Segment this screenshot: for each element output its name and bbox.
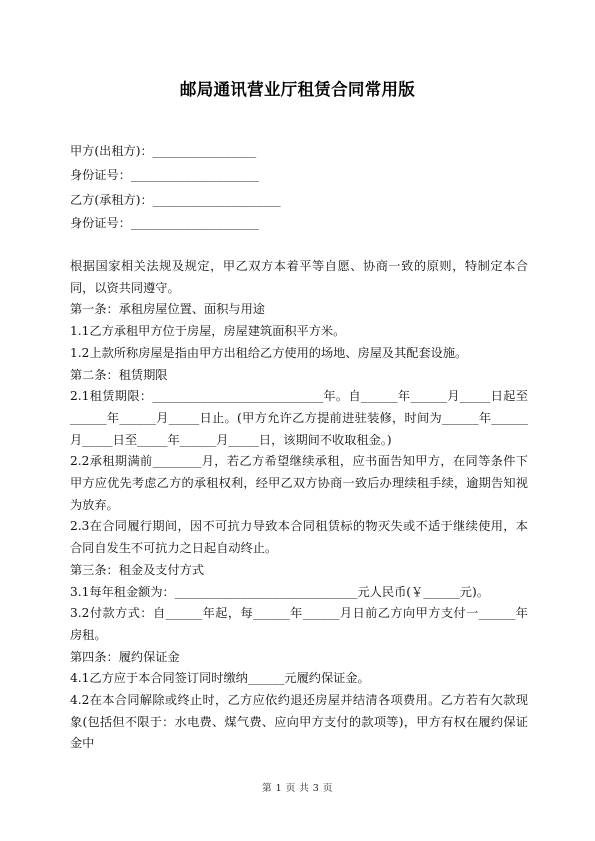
article-4-heading: 第四条：履约保证金 (70, 649, 180, 664)
article-2-heading: 第二条：租赁期限 (70, 367, 168, 382)
clause-1-1: 1.1乙方承租甲方位于房屋，房屋建筑面积平方米。 (70, 324, 346, 339)
clause-2-2: 2.2承租期满前________月，若乙方希望继续承租，应书面告知甲方，在同等条件下甲方应优先考虑乙方的承租权利，经甲乙双方协商一致后办理续租手续，逾期告知视为放弃。 (70, 454, 528, 512)
clause-4-2: 4.2在本合同解除或终止时，乙方应依约退还房屋并结清各项费用。乙方若有欠款现象(包括但不限于：水电费、煤气费、应向甲方支付的款项等)，甲方有权在履约保证金中 (70, 693, 528, 751)
article-3-heading: 第三条：租金及支付方式 (70, 562, 205, 577)
party-a-id-line: 身份证号：_____________________ (70, 168, 259, 182)
party-a-line: 甲方(出租方)：_________________ (70, 144, 257, 158)
party-b-line: 乙方(承租方)：_____________________ (70, 193, 281, 207)
clause-4-1: 4.1乙方应于本合同签订同时缴纳______元履约保证金。 (70, 671, 370, 686)
page-number-footer: 第 1 页 共 3 页 (262, 783, 333, 794)
party-b-id-line: 身份证号：_____________________ (70, 216, 259, 230)
clause-2-1: 2.1租赁期限：____________________________年。自______年______月_____日起至______年______月_____日止。(甲方允许乙方提前进驻装修，时间为______年______月_____日至_____年______月_____日，该期间不收取租金。) (70, 389, 528, 447)
document-title: 邮局通讯营业厅租赁合同常用版 (179, 80, 416, 99)
article-1-heading: 第一条：承租房屋位置、面积与用途 (70, 302, 265, 317)
contract-body (70, 256, 528, 755)
clause-3-2: 3.2付款方式：自______年起，每______年______月日前乙方向甲方支付一______年房租。 (70, 606, 528, 642)
clause-2-3: 2.3在合同履行期间，因不可抗力导致本合同租赁标的物灭失或不适于继续使用，本合同自发生不可抗力之日起自动终止。 (70, 519, 528, 556)
clause-1-2: 1.2上款所称房屋是指由甲方出租给乙方使用的场地、房屋及其配套设施。 (70, 345, 468, 360)
preamble-paragraph: 根据国家相关法规及规定，甲乙双方本着平等自愿、协商一致的原则，特制定本合同，以资共同遵守。 (70, 259, 528, 295)
clause-3-1: 3.1每年租金额为：______________________________元人民币(￥______元)。 (70, 584, 489, 599)
